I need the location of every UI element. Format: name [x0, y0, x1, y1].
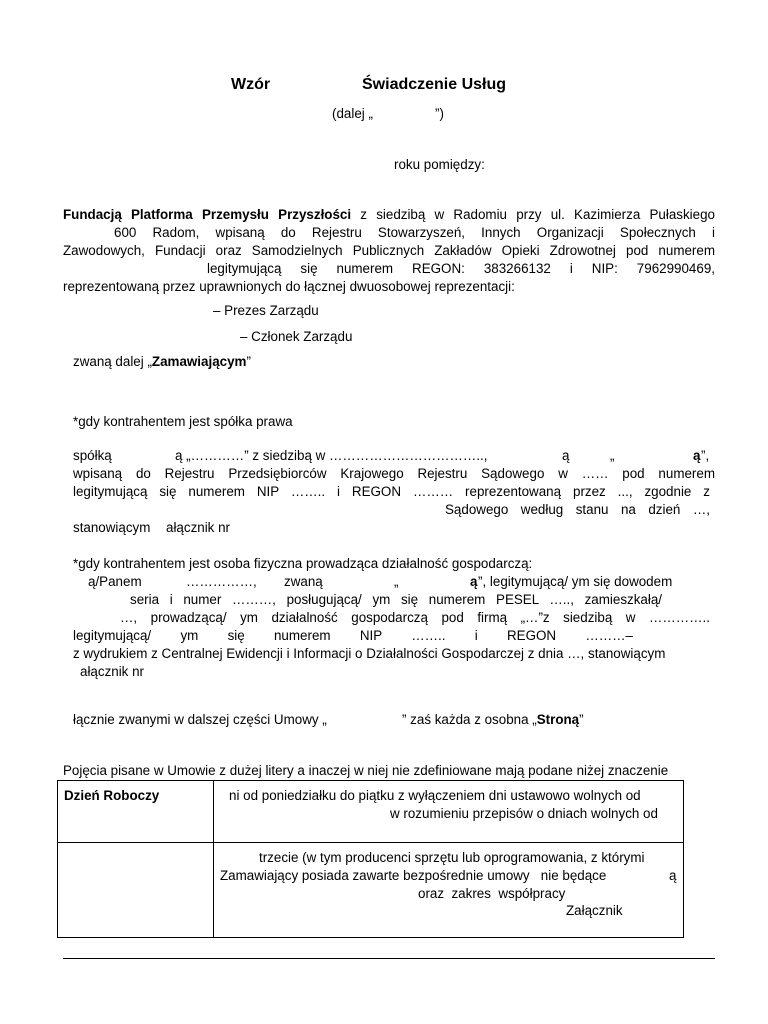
together-middle: ” zaś każda z osobna „: [402, 712, 537, 727]
def-row1-l2: w rozumieniu przepisów o dniach wolnych od: [390, 806, 658, 821]
company-l1-b: ą „…………” z siedzibą w ……………………………..,: [175, 448, 488, 463]
doc-title-right: Świadczenie Usług: [362, 76, 507, 93]
party1-line3: Zawodowych, Fundacji oraz Samodzielnych Publicznych Zakładów Opieki Zdrowotnej pod numerem: [63, 243, 715, 258]
company-l2: wpisaną do Rejestru Przedsiębiorców Krajowego Rejestru Sądowego w …… pod numerem: [73, 466, 715, 481]
doc-title-left: Wzór: [231, 76, 271, 93]
company-l3: legitymującą się numerem NIP …….. i REGON ……… reprezentowaną przez ..., zgodnie z: [73, 484, 710, 499]
together-line-rest: [402, 711, 584, 729]
together-prefix: łącznie zwanymi w dalszej części Umowy „: [73, 712, 327, 727]
definitions-intro: Pojęcia pisane w Umowie z dużej litery a inaczej w niej nie zdefiniowane mają podane niżej znaczenie: [63, 763, 669, 778]
subtitle-close: ”): [435, 106, 444, 121]
table-border-left: [57, 780, 58, 938]
party1-line1: [63, 206, 715, 224]
table-border-top: [57, 780, 684, 781]
person-header: *gdy kontrahentem jest osoba fizyczna prowadząca działalność gospodarczą:: [73, 556, 533, 571]
table-border-bottom: [57, 937, 684, 938]
def-row1-l1: ni od poniedziałku do piątku z wyłączeniem dni ustawowo wolnych od: [229, 788, 641, 803]
party1-line4: legitymującą się numerem REGON: 383266132 i NIP: 7962990469,: [207, 261, 715, 276]
person-l1-b: ……………,: [186, 574, 257, 589]
def-row2-l2a: Zamawiający posiada zawarte bezpośrednie umowy nie będące: [220, 868, 607, 883]
company-l1-e: ą: [693, 448, 701, 463]
person-l1-c: zwaną: [284, 574, 323, 589]
rep-member: – Członek Zarządu: [240, 329, 353, 344]
party1-line2: 600 Radom, wpisaną do Rejestru Stowarzyszeń, Innych Organizacji Społecznych i: [114, 225, 715, 240]
footnote-separator: [63, 958, 715, 959]
table-border-right: [683, 780, 684, 938]
person-l1-e: ą: [470, 574, 478, 589]
def-row2-l1: trzecie (w tym producenci sprzętu lub oprogramowania, z którymi: [259, 850, 645, 865]
company-l5-a: stanowiącym: [73, 520, 151, 535]
together-strona: Stroną: [536, 712, 580, 727]
person-l5: z wydrukiem z Centralnej Ewidencji i Informacji o Działalności Gospodarczej z dnia …, stanowiącym: [73, 646, 666, 661]
person-l4: legitymującą/ ym się numerem NIP …….. i REGON ………–: [73, 628, 633, 643]
party1-line1-rest: z siedzibą w Radomiu przy ul. Kazimierza Pułaskiego: [351, 207, 715, 222]
table-border-col: [213, 780, 214, 938]
person-l2: seria i numer ………, posługującą/ ym się numerem PESEL ….., zamieszkałą/: [130, 592, 662, 607]
company-l1-a: spółką: [73, 448, 112, 463]
company-l4: Sądowego według stanu na dzień …,: [445, 502, 710, 517]
company-l1-c: ą: [562, 448, 570, 463]
def-row2-l4: Załącznik: [566, 903, 623, 918]
term-dzien-roboczy: Dzień Roboczy: [64, 788, 160, 803]
subtitle-open: (dalej „: [332, 106, 373, 121]
company-header: *gdy kontrahentem jest spółka prawa: [73, 414, 293, 429]
person-l6: ałącznik nr: [80, 664, 145, 679]
company-l5-b: ałącznik nr: [166, 520, 231, 535]
called-suffix: ”: [246, 354, 251, 369]
table-border-mid: [57, 842, 684, 843]
def-row2-l2b: ą: [669, 868, 677, 883]
called-prefix: zwaną dalej „: [73, 354, 152, 369]
called-line: [73, 353, 251, 371]
person-l3: …, prowadzącą/ ym działalność gospodarczą pod firmą „…”z siedzibą w …………..: [120, 610, 710, 625]
rep-president: – Prezes Zarządu: [213, 303, 319, 318]
together-suffix: ”: [579, 712, 584, 727]
party1-line5: reprezentowaną przez uprawnionych do łącznej dwuosobowej reprezentacji:: [63, 279, 515, 294]
company-l1-f: ”,: [701, 448, 710, 463]
def-row2-l3: oraz zakres współpracy: [418, 886, 566, 901]
person-l1-a: ą/Panem: [88, 574, 142, 589]
called-name: Zamawiającym: [151, 354, 247, 369]
person-l1-f: ”, legitymującą/ ym się dowodem: [478, 574, 673, 589]
party1-name: Fundacją Platforma Przemysłu Przyszłości: [63, 207, 352, 222]
person-l1-d: „: [394, 574, 399, 589]
company-l1-d: „: [610, 448, 615, 463]
date-line: roku pomiędzy:: [394, 157, 485, 172]
